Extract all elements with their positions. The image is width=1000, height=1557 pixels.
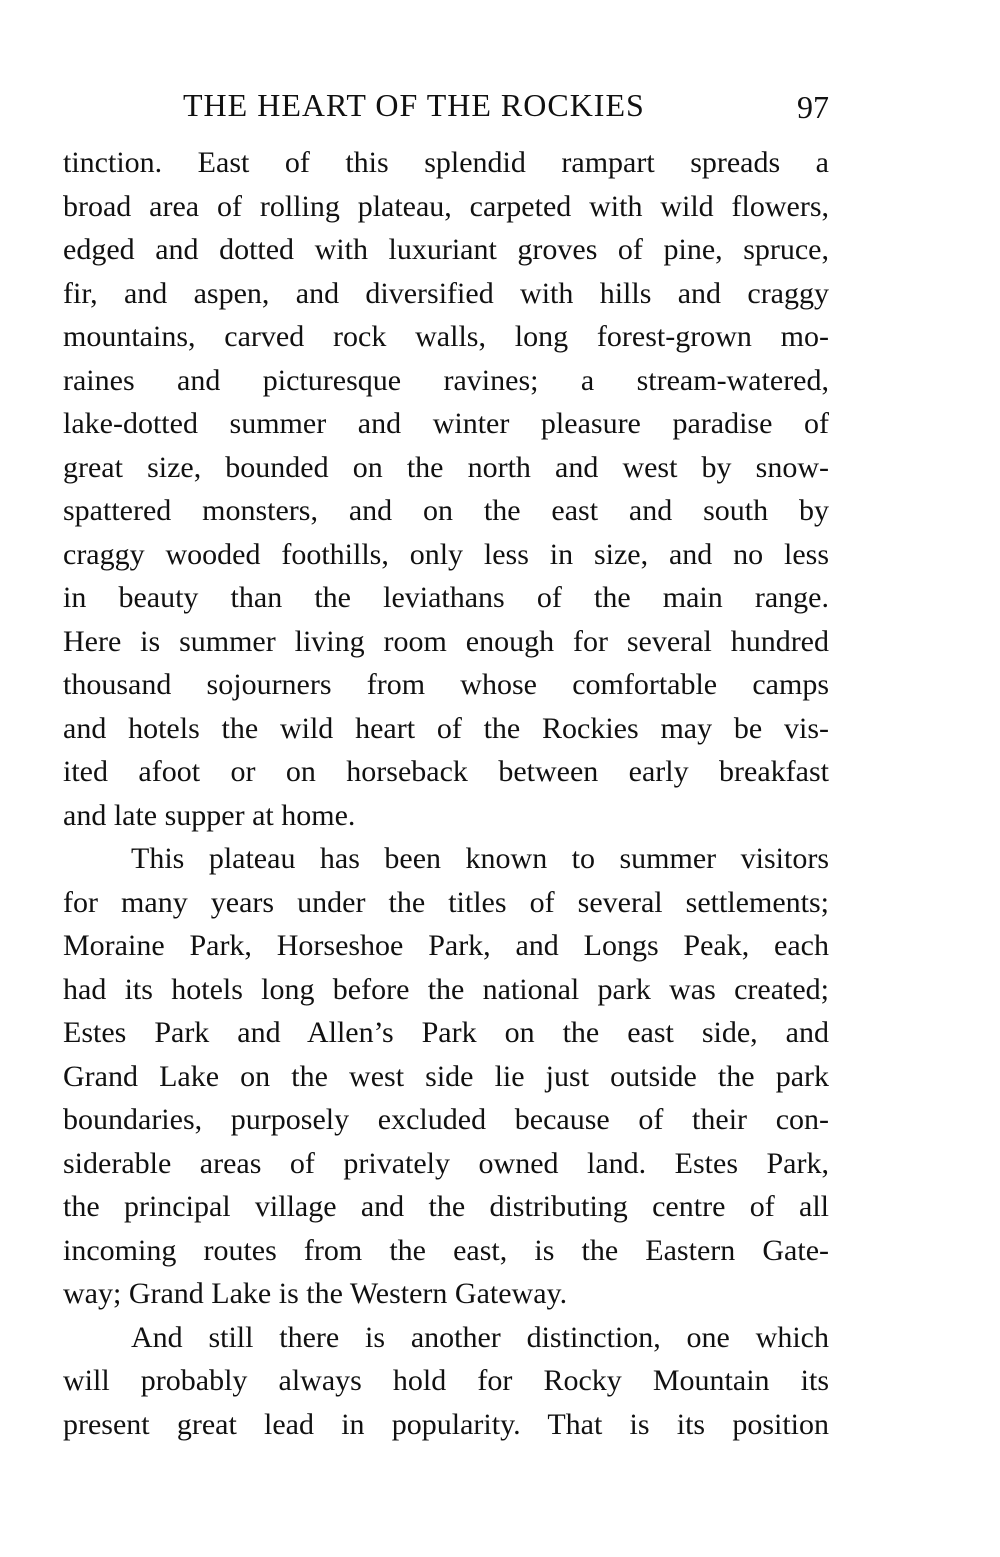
text-line: present great lead in popularity. That is its position	[63, 1407, 829, 1441]
paragraph-1	[63, 141, 829, 837]
text-line: raines and picturesque ravines; a stream-watered,	[63, 363, 829, 397]
page-number: 97	[797, 89, 829, 125]
text-line: mountains, carved rock walls, long forest-grown mo-	[63, 320, 829, 353]
text-line: boundaries, purposely excluded because of their con-	[63, 1103, 829, 1136]
text-line: edged and dotted with luxuriant groves of pine, spruce,	[63, 233, 829, 266]
text-line: spattered monsters, and on the east and south by	[63, 494, 829, 527]
text-line: the principal village and the distributing centre of all	[63, 1190, 829, 1223]
text-line: and hotels the wild heart of the Rockies may be vis-	[63, 711, 829, 745]
text-line: siderable areas of privately owned land. Estes Park,	[63, 1146, 829, 1180]
text-line: Estes Park and Allen’s Park on the east side, and	[63, 1016, 829, 1049]
running-title: THE HEART OF THE ROCKIES	[183, 87, 645, 123]
text-line: tinction. East of this splendid rampart spreads a	[63, 146, 829, 179]
text-line: will probably always hold for Rocky Mountain its	[63, 1364, 829, 1397]
text-line: broad area of rolling plateau, carpeted with wild flowers,	[63, 189, 829, 223]
text-line: in beauty than the leviathans of the main range.	[63, 581, 829, 614]
text-line: And still there is another distinction, one which	[131, 1320, 829, 1354]
text-line: Here is summer living room enough for several hundred	[63, 624, 829, 658]
body-text	[63, 141, 829, 1446]
text-line: had its hotels long before the national park was created;	[63, 972, 829, 1006]
running-header	[63, 80, 829, 130]
text-line: lake-dotted summer and winter pleasure paradise of	[63, 407, 829, 440]
text-line: and late supper at home.	[63, 798, 356, 832]
text-line: for many years under the titles of several settlements;	[63, 885, 829, 919]
paragraph-2	[63, 837, 829, 1316]
text-line: ited afoot or on horseback between early breakfast	[63, 755, 829, 788]
text-line: fir, and aspen, and diversified with hills and craggy	[63, 276, 829, 310]
text-line: incoming routes from the east, is the Eastern Gate-	[63, 1233, 829, 1267]
text-line: thousand sojourners from whose comfortable camps	[63, 668, 829, 701]
text-line: craggy wooded foothills, only less in size, and no less	[63, 537, 829, 571]
paragraph-3	[63, 1316, 829, 1447]
text-line: Moraine Park, Horseshoe Park, and Longs Peak, each	[63, 929, 829, 962]
text-line: great size, bounded on the north and west by snow-	[63, 450, 829, 484]
text-line: way; Grand Lake is the Western Gateway.	[63, 1277, 568, 1310]
text-line: Grand Lake on the west side lie just outside the park	[63, 1059, 829, 1093]
text-line: This plateau has been known to summer visitors	[131, 842, 829, 875]
